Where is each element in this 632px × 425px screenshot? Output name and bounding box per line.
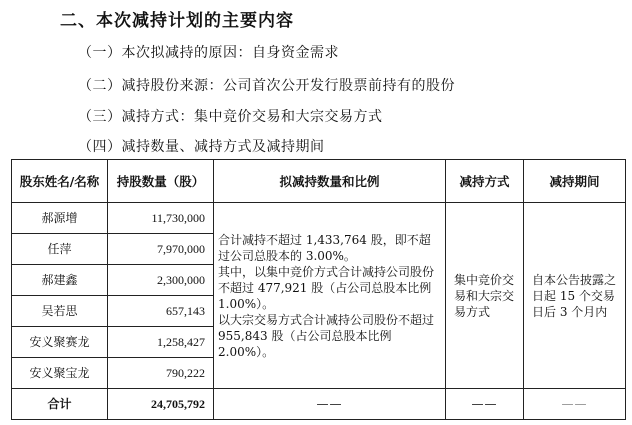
total-period-dash: —— [524,389,626,420]
holding-value: 1,258,427 [108,327,214,358]
header-shareholder-name: 股东姓名/名称 [12,160,108,203]
total-ratio-dash: —— [214,389,446,420]
reduction-plan-table [11,159,626,420]
header-method: 减持方式 [446,160,524,203]
ratio-auction-text: 其中，以集中竞价方式合计减持公司股份不超过 477,921 股（占公司总股本比例 1.00%）。 [218,264,435,311]
ratio-block-text: 以大宗交易方式合计减持公司股份不超过 955,843 股（占公司总股本比例 2.00%）。 [218,312,435,359]
reason-item: （一）本次拟减持的原因：自身资金需求 [78,45,339,61]
source-item: （二）减持股份来源：公司首次公开发行股票前持有的股份 [78,78,455,94]
total-holding-value: 24,705,792 [108,389,214,420]
quantity-item: （四）减持数量、减持方式及减持期间 [78,139,325,155]
holding-value: 11,730,000 [108,203,214,234]
shareholder-name: 郝建鑫 [12,265,108,296]
holding-value: 2,300,000 [108,265,214,296]
shareholder-name: 任萍 [12,234,108,265]
shareholder-name: 郝源增 [12,203,108,234]
method-item: （三）减持方式：集中竞价交易和大宗交易方式 [78,109,383,125]
section-title: 二、本次减持计划的主要内容 [60,11,294,31]
ratio-cell [214,203,446,389]
shareholder-name: 吴若思 [12,296,108,327]
total-method-dash: —— [446,389,524,420]
ratio-total-text: 合计减持不超过 1,433,764 股，即不超过公司总股本的 3.00%。 [218,232,431,263]
table-header-row [12,160,626,203]
method-cell: 集中竞价交易和大宗交易方式 [446,203,524,389]
holding-value: 790,222 [108,358,214,389]
shareholder-name: 安义聚宝龙 [12,358,108,389]
total-row [12,389,626,420]
shareholder-name: 安义聚赛龙 [12,327,108,358]
holding-value: 657,143 [108,296,214,327]
header-holding: 持股数量（股） [108,160,214,203]
holding-value: 7,970,000 [108,234,214,265]
period-cell: 自本公告披露之日起 15 个交易日后 3 个月内 [524,203,626,389]
header-ratio: 拟减持数量和比例 [214,160,446,203]
table-row [12,203,626,234]
header-period: 减持期间 [524,160,626,203]
total-label: 合计 [12,389,108,420]
